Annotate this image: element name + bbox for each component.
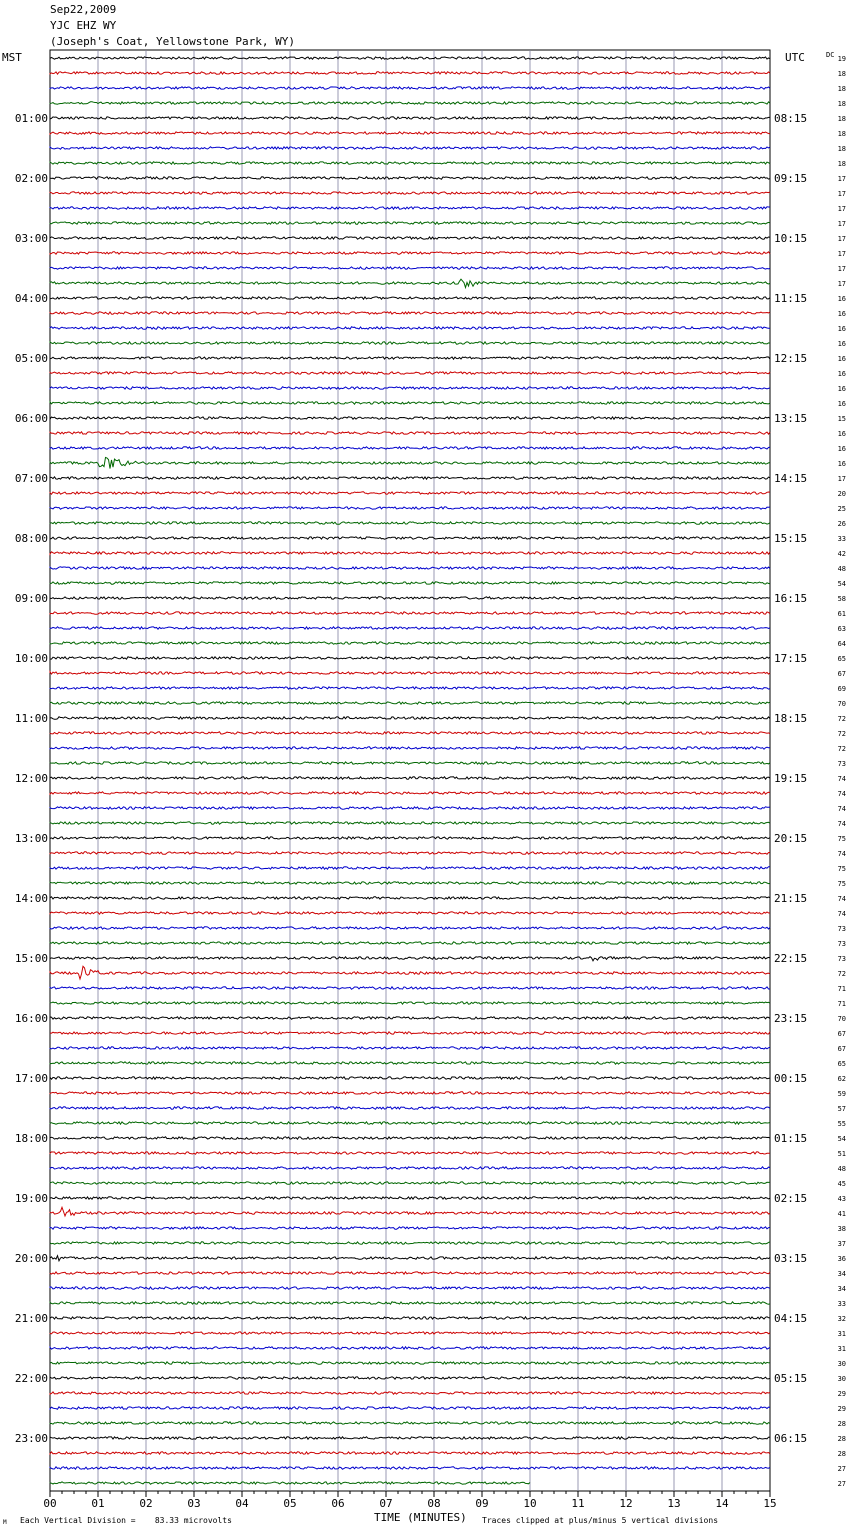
left-hour-label: 19:00 (14, 1192, 48, 1205)
dc-offset-value: 18 (837, 160, 846, 168)
dc-offset-value: 18 (837, 100, 846, 108)
dc-offset-value: 27 (837, 1480, 846, 1488)
trace-row (50, 457, 770, 468)
dc-offset-value: 17 (837, 190, 846, 198)
trace-row (50, 1242, 770, 1244)
corner-mark: M (3, 1519, 7, 1526)
dc-offset-value: 58 (837, 595, 846, 603)
dc-offset-value: 18 (837, 70, 846, 78)
left-hour-label: 10:00 (14, 652, 48, 665)
trace-row (50, 252, 770, 254)
trace-row (50, 1122, 770, 1124)
dc-offset-value: 55 (837, 1120, 846, 1128)
scale-note: Each Vertical Division = 83.33 microvolts (20, 1516, 232, 1525)
seismic-traces (50, 57, 770, 1484)
right-hour-label: 08:15 (774, 112, 808, 125)
trace-row (50, 957, 770, 961)
x-tick-label: 06 (331, 1497, 345, 1510)
trace-row (50, 1437, 770, 1439)
dc-offset-value: 72 (837, 715, 846, 723)
left-hour-label: 04:00 (14, 292, 48, 305)
trace-row (50, 1467, 770, 1469)
trace-row (50, 507, 770, 509)
right-hour-label: 02:15 (774, 1192, 808, 1205)
x-tick-label: 15 (763, 1497, 777, 1510)
trace-row (50, 432, 770, 434)
x-tick-label: 04 (235, 1497, 249, 1510)
dc-offset-value: 75 (837, 865, 846, 873)
trace-row (50, 717, 770, 719)
dc-offset-value: 64 (837, 640, 846, 648)
trace-row (50, 1332, 770, 1334)
trace-row (50, 1152, 770, 1154)
right-hour-label: 17:15 (774, 652, 808, 665)
left-hour-label: 08:00 (14, 532, 48, 545)
dc-offset-value: 20 (837, 490, 846, 498)
x-tick-label: 01 (91, 1497, 105, 1510)
trace-row (50, 1197, 770, 1199)
x-tick-label: 12 (619, 1497, 633, 1510)
x-tick-label: 02 (139, 1497, 153, 1510)
trace-row (50, 1256, 770, 1261)
trace-row (50, 1107, 770, 1109)
x-tick-label: 07 (379, 1497, 393, 1510)
trace-row (50, 147, 770, 149)
dc-offset-value: 32 (837, 1315, 846, 1323)
trace-row (50, 1452, 770, 1454)
left-hour-label: 02:00 (14, 172, 48, 185)
trace-row (50, 822, 770, 824)
right-hour-label: 19:15 (774, 772, 808, 785)
dc-offset-value: 31 (837, 1330, 846, 1338)
trace-row (50, 1392, 770, 1394)
left-hour-label: 21:00 (14, 1312, 48, 1325)
right-timezone-label: UTC (785, 51, 805, 64)
left-hour-label: 18:00 (14, 1132, 48, 1145)
trace-row (50, 492, 770, 494)
left-hour-label: 11:00 (14, 712, 48, 725)
dc-offset-value: 75 (837, 880, 846, 888)
x-tick-label: 10 (523, 1497, 537, 1510)
right-hour-label: 14:15 (774, 472, 808, 485)
left-hour-label: 15:00 (14, 952, 48, 965)
trace-row (50, 1002, 770, 1004)
trace-row (50, 882, 770, 884)
dc-offset-value: 29 (837, 1390, 846, 1398)
dc-offset-value: 48 (837, 565, 846, 573)
left-hour-label: 14:00 (14, 892, 48, 905)
right-hour-label: 00:15 (774, 1072, 808, 1085)
record-date: Sep22,2009 (50, 3, 117, 16)
dc-offset-value: 54 (837, 580, 846, 588)
trace-row (50, 72, 770, 74)
dc-offset-value: 65 (837, 1060, 846, 1068)
dc-offset-value: 59 (837, 1090, 846, 1098)
trace-row (50, 912, 770, 914)
right-hour-label: 12:15 (774, 352, 808, 365)
left-hour-label: 07:00 (14, 472, 48, 485)
trace-row (50, 447, 770, 449)
dc-offset-value: 57 (837, 1105, 846, 1113)
dc-offset-value: 28 (837, 1435, 846, 1443)
trace-row (50, 117, 770, 119)
trace-row (50, 897, 770, 899)
dc-offset-value: 27 (837, 1465, 846, 1473)
dc-offset-value: 30 (837, 1375, 846, 1383)
station-code: YJC EHZ WY (50, 19, 117, 32)
dc-offset-value: 74 (837, 790, 846, 798)
dc-offset-value: 26 (837, 520, 846, 528)
dc-offset-value: 61 (837, 610, 846, 618)
trace-row (50, 207, 770, 209)
right-hour-label: 03:15 (774, 1252, 808, 1265)
right-hour-label: 11:15 (774, 292, 808, 305)
trace-row (50, 642, 770, 644)
trace-row (50, 279, 770, 287)
dc-offset-value: 16 (837, 370, 846, 378)
left-hour-label: 12:00 (14, 772, 48, 785)
trace-row (50, 237, 770, 239)
trace-row (50, 1302, 770, 1304)
dc-offset-value: 28 (837, 1420, 846, 1428)
trace-row (50, 1032, 770, 1034)
dc-offset-value: 28 (837, 1450, 846, 1458)
trace-row (50, 807, 770, 809)
trace-row (50, 567, 770, 569)
dc-offset-value: 19 (837, 55, 846, 63)
right-hour-label: 16:15 (774, 592, 808, 605)
right-hour-label: 21:15 (774, 892, 808, 905)
chart-labels (15, 55, 846, 1510)
trace-row (50, 57, 770, 59)
dc-offset-value: 71 (837, 985, 846, 993)
dc-offset-value: 36 (837, 1255, 846, 1263)
dc-offset-value: 18 (837, 130, 846, 138)
dc-offset-value: 71 (837, 1000, 846, 1008)
x-tick-label: 14 (715, 1497, 729, 1510)
dc-offset-value: 30 (837, 1360, 846, 1368)
trace-row (50, 1287, 770, 1289)
trace-row (50, 1377, 770, 1379)
dc-offset-value: 69 (837, 685, 846, 693)
trace-row (50, 1047, 770, 1049)
left-hour-label: 22:00 (14, 1372, 48, 1385)
dc-offset-value: 72 (837, 730, 846, 738)
trace-row (50, 927, 770, 929)
dc-offset-value: 17 (837, 205, 846, 213)
trace-row (50, 1182, 770, 1184)
x-tick-label: 09 (475, 1497, 489, 1510)
left-hour-label: 17:00 (14, 1072, 48, 1085)
x-tick-label: 08 (427, 1497, 441, 1510)
dc-offset-value: 33 (837, 1300, 846, 1308)
x-axis-title: TIME (MINUTES) (374, 1511, 467, 1524)
trace-row (50, 627, 770, 629)
trace-row (50, 1092, 770, 1094)
dc-offset-value: 18 (837, 115, 846, 123)
dc-offset-value: 17 (837, 280, 846, 288)
trace-row (50, 762, 770, 764)
dc-offset-value: 37 (837, 1240, 846, 1248)
trace-row (50, 312, 770, 314)
dc-offset-value: 73 (837, 955, 846, 963)
trace-row (50, 966, 770, 979)
right-hour-label: 22:15 (774, 952, 808, 965)
trace-row (50, 192, 770, 194)
right-hour-label: 01:15 (774, 1132, 808, 1145)
dc-offset-value: 54 (837, 1135, 846, 1143)
trace-row (50, 342, 770, 344)
x-tick-label: 05 (283, 1497, 297, 1510)
dc-offset-value: 74 (837, 820, 846, 828)
left-hour-label: 20:00 (14, 1252, 48, 1265)
right-hour-label: 06:15 (774, 1432, 808, 1445)
dc-offset-value: 73 (837, 940, 846, 948)
dc-offset-value: 18 (837, 85, 846, 93)
trace-row (50, 852, 770, 854)
left-hour-label: 01:00 (14, 112, 48, 125)
dc-offset-value: 41 (837, 1210, 846, 1218)
trace-row (50, 672, 770, 674)
dc-offset-value: 17 (837, 220, 846, 228)
trace-row (50, 267, 770, 269)
left-hour-label: 16:00 (14, 1012, 48, 1025)
dc-offset-value: 67 (837, 670, 846, 678)
dc-offset-value: 48 (837, 1165, 846, 1173)
trace-row (50, 162, 770, 164)
dc-offset-value: 63 (837, 625, 846, 633)
dc-offset-value: 16 (837, 400, 846, 408)
trace-row (50, 297, 770, 299)
dc-offset-value: 29 (837, 1405, 846, 1413)
dc-offset-value: 17 (837, 235, 846, 243)
trace-row (50, 417, 770, 419)
dc-offset-value: 16 (837, 355, 846, 363)
trace-row (50, 942, 770, 944)
right-hour-label: 09:15 (774, 172, 808, 185)
dc-offset-value: 51 (837, 1150, 846, 1158)
trace-row (50, 402, 770, 404)
dc-offset-value: 75 (837, 835, 846, 843)
left-hour-label: 06:00 (14, 412, 48, 425)
dc-offset-value: 17 (837, 175, 846, 183)
trace-row (50, 222, 770, 224)
right-hour-label: 05:15 (774, 1372, 808, 1385)
x-tick-label: 11 (571, 1497, 585, 1510)
dc-offset-value: 16 (837, 385, 846, 393)
right-hour-label: 13:15 (774, 412, 808, 425)
trace-row (50, 1407, 770, 1409)
dc-offset-value: 18 (837, 145, 846, 153)
trace-row (50, 1137, 770, 1139)
right-hour-label: 04:15 (774, 1312, 808, 1325)
left-hour-label: 05:00 (14, 352, 48, 365)
dc-offset-value: 74 (837, 805, 846, 813)
dc-offset-value: 70 (837, 700, 846, 708)
dc-offset-value: 65 (837, 655, 846, 663)
trace-row (50, 1167, 770, 1169)
dc-offset-value: 70 (837, 1015, 846, 1023)
trace-row (50, 1062, 770, 1064)
dc-offset-value: 15 (837, 415, 846, 423)
dc-offset-value: 16 (837, 295, 846, 303)
dc-offset-value: 17 (837, 265, 846, 273)
trace-row (50, 612, 770, 614)
dc-offset-value: 16 (837, 430, 846, 438)
right-hour-label: 10:15 (774, 232, 808, 245)
trace-row (50, 477, 770, 479)
dc-offset-value: 45 (837, 1180, 846, 1188)
x-tick-label: 13 (667, 1497, 681, 1510)
left-hour-label: 09:00 (14, 592, 48, 605)
trace-row (50, 1227, 770, 1229)
dc-offset-value: 67 (837, 1045, 846, 1053)
trace-row (50, 792, 770, 794)
dc-offset-value: 17 (837, 475, 846, 483)
dc-offset-value: 34 (837, 1285, 846, 1293)
right-hour-label: 23:15 (774, 1012, 808, 1025)
trace-row (50, 837, 770, 839)
left-hour-label: 13:00 (14, 832, 48, 845)
trace-row (50, 687, 770, 689)
dc-offset-value: 73 (837, 925, 846, 933)
dc-offset-value: 33 (837, 535, 846, 543)
plot-frame (50, 50, 770, 1491)
x-tick-label: 03 (187, 1497, 201, 1510)
dc-offset-value: 74 (837, 895, 846, 903)
dc-offset-value: 38 (837, 1225, 846, 1233)
dc-offset-value: 16 (837, 340, 846, 348)
left-hour-label: 23:00 (14, 1432, 48, 1445)
trace-row (50, 1272, 770, 1274)
trace-row (50, 357, 770, 359)
trace-row (50, 102, 770, 104)
dc-offset-value: 62 (837, 1075, 846, 1083)
right-hour-label: 20:15 (774, 832, 808, 845)
dc-offset-value: 67 (837, 1030, 846, 1038)
x-tick-label: 00 (43, 1497, 57, 1510)
trace-row (50, 777, 770, 779)
dc-offset-value: 16 (837, 445, 846, 453)
dc-offset-value: 73 (837, 760, 846, 768)
trace-row (50, 537, 770, 539)
clip-note: Traces clipped at plus/minus 5 vertical divisions (482, 1516, 719, 1525)
dc-offset-value: 16 (837, 310, 846, 318)
dc-offset-value: 42 (837, 550, 846, 558)
dc-offset-value: 72 (837, 970, 846, 978)
dc-offset-value: 16 (837, 325, 846, 333)
trace-row (50, 1362, 770, 1364)
dc-offset-value: 25 (837, 505, 846, 513)
trace-row (50, 1017, 770, 1019)
dc-offset-value: 43 (837, 1195, 846, 1203)
dc-offset-value: 74 (837, 910, 846, 918)
trace-row (50, 1207, 770, 1216)
trace-row (50, 867, 770, 869)
trace-row (50, 552, 770, 554)
trace-row (50, 1317, 770, 1319)
dc-offset-value: 74 (837, 850, 846, 858)
trace-row (50, 1422, 770, 1424)
trace-row (50, 132, 770, 134)
trace-row (50, 582, 770, 584)
dc-offset-value: 34 (837, 1270, 846, 1278)
trace-row (50, 87, 770, 89)
dc-offset-value: 16 (837, 460, 846, 468)
trace-row (50, 522, 770, 524)
right-hour-label: 15:15 (774, 532, 808, 545)
trace-row (50, 657, 770, 659)
trace-row (50, 387, 770, 389)
trace-row (50, 597, 770, 599)
right-hour-label: 18:15 (774, 712, 808, 725)
trace-row (50, 372, 770, 374)
trace-row (50, 177, 770, 179)
dc-offset-value: 31 (837, 1345, 846, 1353)
trace-row (50, 1077, 770, 1079)
left-timezone-label: MST (2, 51, 22, 64)
trace-row (50, 702, 770, 704)
trace-row (50, 732, 770, 734)
trace-row (50, 327, 770, 329)
dc-offset-value: 17 (837, 250, 846, 258)
dc-offset-header: DC (826, 51, 835, 59)
trace-row (50, 1347, 770, 1349)
dc-offset-value: 72 (837, 745, 846, 753)
trace-row (50, 987, 770, 989)
left-hour-label: 03:00 (14, 232, 48, 245)
station-location: (Joseph's Coat, Yellowstone Park, WY) (50, 35, 296, 48)
dc-offset-value: 74 (837, 775, 846, 783)
trace-row (50, 747, 770, 749)
